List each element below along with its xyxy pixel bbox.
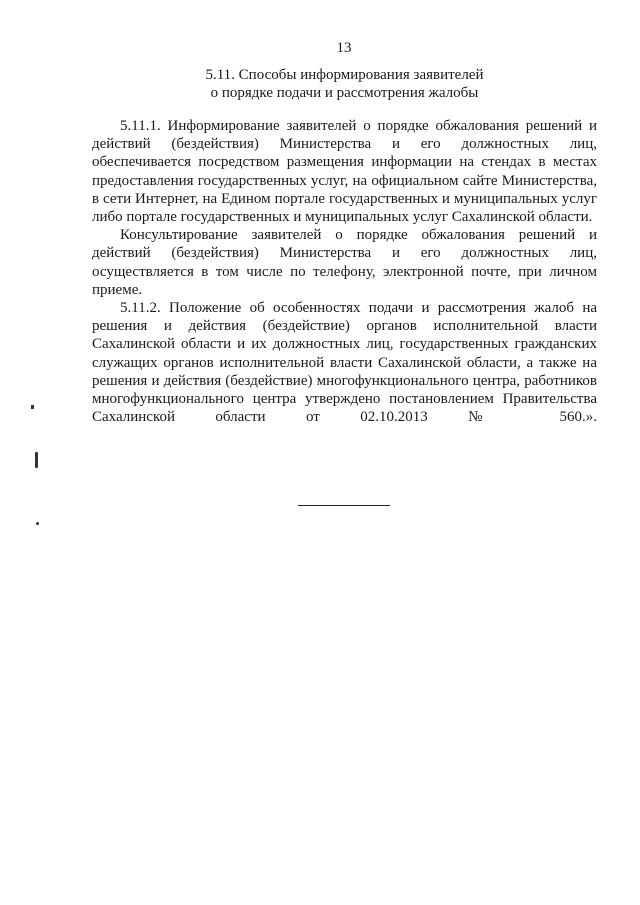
scan-speck: [31, 405, 34, 409]
page-number: 13: [336, 40, 352, 56]
paragraph-5-11-2: 5.11.2. Положение об особенностях подачи и рассмотрения жалоб на решения и действия (бездействие) органов исполнительной власти Сахалинской области и их должностных лиц, государственных гражданских служащих органов исполнительной власти Сахалинской области, а также на решения и действия (бездействие) многофункционального центра, работников многофункционального центра утверждено постановлением Правительства Сахалинской области от 02.10.2013 № 560.».: [92, 300, 597, 426]
paragraph-consulting: Консультирование заявителей о порядке обжалования решений и действий (бездействия) Министерства и его должностных лиц, осуществляется в том числе по телефону, электронной почте, при личном приеме.: [92, 227, 597, 298]
scan-speck: [36, 522, 39, 525]
section-heading-line-1: 5.11. Способы информирования заявителей: [205, 67, 484, 83]
section-heading: [92, 66, 597, 102]
separator-line: [298, 505, 390, 506]
paragraph-5-11-1: 5.11.1. Информирование заявителей о порядке обжалования решений и действий (бездействия) Министерства и его должностных лиц, обеспечивается посредством размещения информации на стендах в местах предоставления государственных услуг, на официальном сайте Министерства, в сети Интернет, на Едином портале государственных и муниципальных услуг либо портале государственных и муниципальных услуг Сахалинской области.: [92, 118, 597, 226]
body-text: [92, 117, 597, 426]
scan-speck: [35, 452, 38, 468]
section-heading-line-2: о порядке подачи и рассмотрения жалобы: [210, 85, 479, 101]
